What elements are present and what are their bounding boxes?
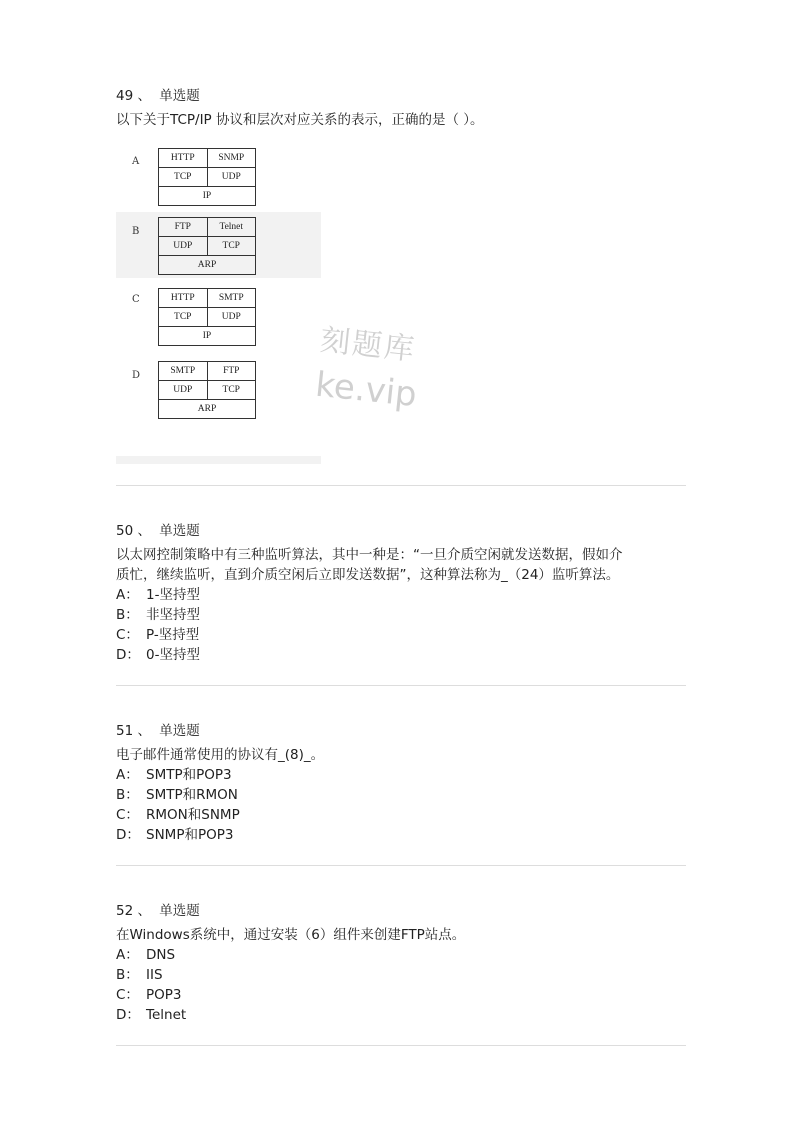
question-52 — [116, 901, 686, 1025]
figure-option-d — [116, 356, 321, 428]
option-letter: B： — [116, 787, 139, 803]
option-c[interactable] — [116, 805, 686, 825]
question-number: 50 、 — [116, 523, 151, 539]
question-stem: 在Windows系统中，通过安装（6）组件来创建FTP站点。 — [116, 927, 466, 943]
option-text: SMTP和POP3 — [146, 767, 232, 783]
protocol-cell: ARP — [197, 260, 217, 270]
figure-option-c — [116, 282, 321, 352]
option-d[interactable] — [116, 1005, 686, 1025]
option-text: 0-坚持型 — [146, 647, 200, 663]
question-type: 单选题 — [159, 523, 200, 539]
question-header — [116, 901, 686, 921]
protocol-cell: FTP — [174, 222, 191, 232]
question-stem: 以下关于TCP/IP 协议和层次对应关系的表示，正确的是（ ）。 — [116, 112, 484, 128]
option-letter: C： — [116, 807, 139, 823]
question-divider — [116, 865, 686, 866]
question-stem: 电子邮件通常使用的协议有_(8)_。 — [116, 747, 325, 763]
question-type: 单选题 — [159, 88, 200, 104]
figure-option-letter: B — [132, 226, 140, 237]
option-b[interactable] — [116, 605, 686, 625]
question-51 — [116, 721, 686, 845]
option-text: SMTP和RMON — [146, 787, 238, 803]
protocol-cell: TCP — [207, 237, 256, 255]
protocol-cell: SNMP — [207, 149, 256, 167]
question-type: 单选题 — [159, 903, 200, 919]
option-text: P-坚持型 — [146, 627, 200, 643]
protocol-stack — [158, 148, 256, 206]
watermark-line-2: ke.vip — [313, 364, 419, 416]
option-a[interactable] — [116, 585, 686, 605]
question-stem-line-1: 以太网控制策略中有三种监听算法，其中一种是：“一旦介质空闲就发送数据，假如介 — [116, 547, 623, 563]
option-letter: A： — [116, 947, 139, 963]
watermark — [314, 315, 424, 415]
option-d[interactable] — [116, 825, 686, 845]
option-text: DNS — [146, 947, 176, 963]
option-letter: B： — [116, 967, 139, 983]
figure-option-letter: D — [132, 370, 141, 381]
protocol-cell: UDP — [207, 168, 256, 186]
figure-option-letter: A — [132, 156, 140, 167]
question-divider — [116, 485, 686, 486]
question-number: 52 、 — [116, 903, 151, 919]
option-letter: C： — [116, 627, 139, 643]
protocol-cell: SMTP — [207, 289, 256, 307]
option-c[interactable] — [116, 625, 686, 645]
figure-option-letter: C — [132, 294, 140, 305]
protocol-cell: TCP — [174, 172, 192, 182]
option-letter: D： — [116, 1007, 140, 1023]
protocol-cell: UDP — [207, 308, 256, 326]
option-letter: D： — [116, 647, 140, 663]
question-number: 51 、 — [116, 723, 151, 739]
protocol-cell: TCP — [174, 312, 192, 322]
question-49 — [116, 86, 686, 130]
option-d[interactable] — [116, 645, 686, 665]
option-text: 非坚持型 — [146, 607, 200, 623]
protocol-cell: IP — [202, 331, 212, 341]
question-header — [116, 86, 686, 106]
question-header — [116, 721, 686, 741]
protocol-cell: UDP — [173, 385, 193, 395]
option-letter: D： — [116, 827, 140, 843]
option-a[interactable] — [116, 945, 686, 965]
protocol-cell: IP — [202, 191, 212, 201]
figure-option-b — [116, 212, 321, 278]
option-letter: A： — [116, 587, 139, 603]
protocol-cell: TCP — [207, 381, 256, 399]
option-text: 1-坚持型 — [146, 587, 200, 603]
protocol-stack — [158, 288, 256, 346]
option-letter: B： — [116, 607, 139, 623]
option-text: Telnet — [146, 1007, 187, 1023]
question-number: 49 、 — [116, 88, 151, 104]
figure-option-a — [116, 142, 321, 208]
protocol-stack — [158, 361, 256, 419]
question-divider — [116, 685, 686, 686]
question-divider — [116, 1045, 686, 1046]
question-stem-line-2: 质忙，继续监听，直到介质空闲后立即发送数据”，这种算法称为_（24）监听算法。 — [116, 567, 620, 583]
option-text: IIS — [146, 967, 163, 983]
question-type: 单选题 — [159, 723, 200, 739]
protocol-stack — [158, 217, 256, 275]
option-a[interactable] — [116, 765, 686, 785]
option-b[interactable] — [116, 785, 686, 805]
option-letter: A： — [116, 767, 139, 783]
protocol-cell: HTTP — [170, 153, 195, 163]
question-50 — [116, 521, 686, 665]
protocol-cell: ARP — [197, 404, 217, 414]
option-b[interactable] — [116, 965, 686, 985]
protocol-cell: SMTP — [170, 366, 196, 376]
option-letter: C： — [116, 987, 139, 1003]
figure-bottom-strip — [116, 456, 321, 464]
option-text: RMON和SNMP — [146, 807, 240, 823]
protocol-layer-figure — [116, 142, 321, 464]
protocol-cell: Telnet — [207, 218, 256, 236]
option-text: SNMP和POP3 — [146, 827, 234, 843]
question-header — [116, 521, 686, 541]
option-c[interactable] — [116, 985, 686, 1005]
watermark-line-1: 刻题库 — [318, 322, 418, 368]
protocol-cell: HTTP — [170, 293, 195, 303]
protocol-cell: FTP — [207, 362, 256, 380]
option-text: POP3 — [146, 987, 182, 1003]
protocol-cell: UDP — [173, 241, 193, 251]
